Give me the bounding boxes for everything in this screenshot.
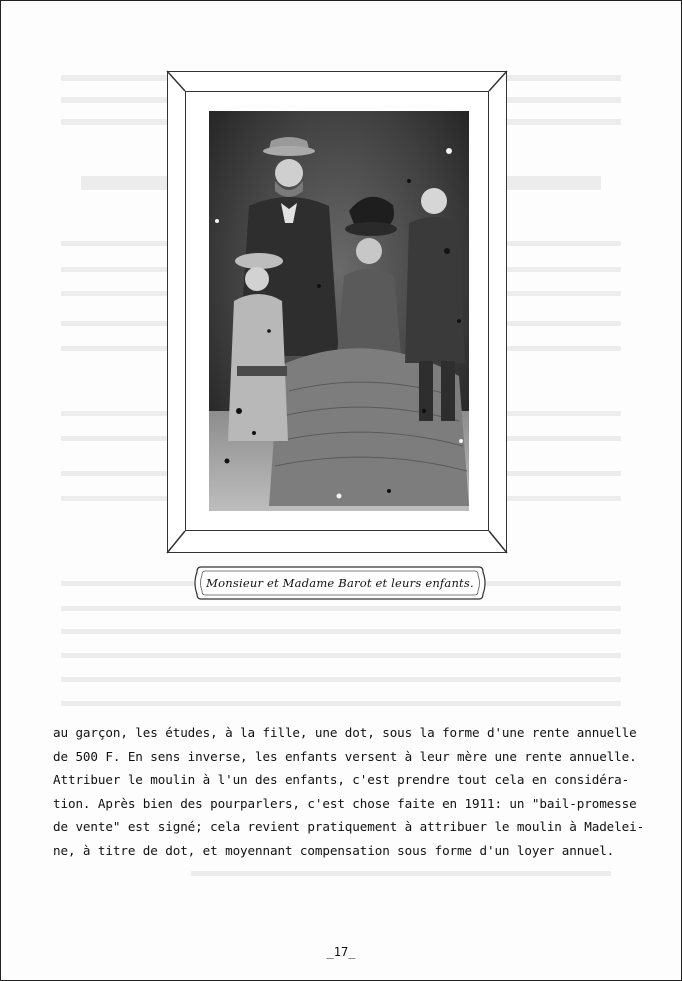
body-line: tion. Après bien des pourparlers, c'est chose faite en 1911: un "bail-promesse — [53, 795, 637, 811]
photo-caption: Monsieur et Madame Barot et leurs enfants. — [206, 576, 474, 590]
body-paragraph — [53, 721, 645, 863]
body-line: de 500 F. En sens inverse, les enfants versent à leur mère une rente annuelle. — [53, 748, 637, 764]
body-line: ne, à titre de dot, et moyennant compensation sous forme d'un loyer annuel. — [53, 842, 615, 858]
body-line: de vente" est signé; cela revient pratiquement à attribuer le moulin à Madelei- — [53, 819, 645, 835]
body-line: au garçon, les études, à la fille, une dot, sous la forme d'une rente annuelle — [53, 725, 637, 740]
body-line: Attribuer le moulin à l'un des enfants, c'est prendre tout cela en considéra- — [53, 772, 630, 788]
family-photograph — [209, 111, 469, 511]
page-number: _17_ — [326, 945, 356, 959]
